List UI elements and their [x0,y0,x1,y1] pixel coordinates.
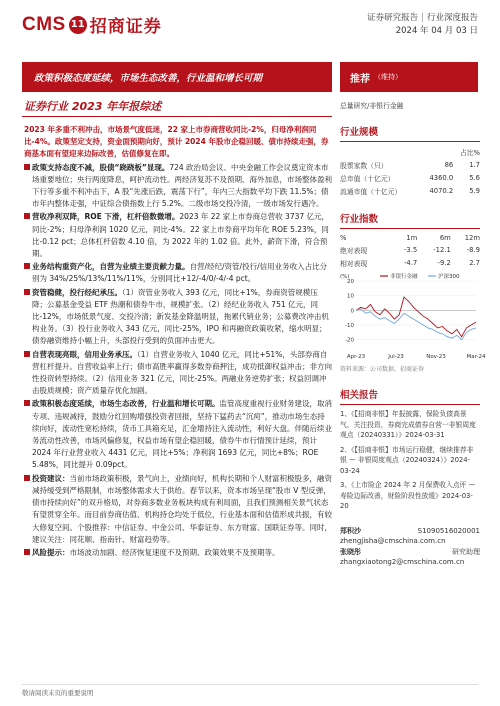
rating-sub: （维持） [374,73,402,81]
meta-separator: | [421,13,424,23]
report-date: 2024 年 04 月 03 日 [395,26,478,36]
report-subtitle: 证券行业 2023 年年报综述 [24,100,162,113]
y-tick-label: 10 [347,293,354,300]
y-tick-label: 20 [347,279,354,285]
bullet-head: 风险提示： [32,547,70,557]
bullet-square-icon [24,289,30,295]
chart-source: 资料来源：公司数据、招商证券 [340,366,425,373]
related-report-item[interactable]: 2、《【招商非银】市场运行稳健，继续推荐非银 — 非银周度观点（20240324）》2024-03-24 [340,445,474,475]
bullet-square-icon [24,164,30,170]
subtitle-divider [22,116,332,117]
bullet-square-icon [24,400,30,406]
y-tick-label: 0 [350,308,354,315]
bullet-head: 营收净利双降，ROE 下滑，杠杆倍数微增。 [32,212,180,222]
related-reports-title: 相关报告 [340,387,480,405]
bullet-text: 监管高度重视行业财务建设，取消专项、违规减持，鼓励分红回购增强投资者回报，坚持下猛药去“沉疴”，推动市场生态持续向好，流动性宽松持续，货币工具箱充足，汇金增持注入流动性，利好大盘。伴随后续业务流动性改善，市场风偏修复，权益市场有望企稳回暖，债券牛市行情预计延续，预计 2024 年行业营业收入 4431 亿元，同比+5%；净利润 1693 亿元，同比+8%；ROE 5.48%，同比提升 0.09pct。 [32,399,332,470]
bullet-head: 业务结构重资产化，自营为业绩主要贡献力量。 [32,262,190,272]
series-line-0 [356,297,476,337]
analyst-email[interactable]: zhengjisha@cmschina.com.cn [340,537,446,545]
cms-logo [22,12,162,37]
bullet-head: 政策支持态度不减，股债“跷跷板”显现。 [32,162,170,172]
x-tick-label: Nov-23 [426,354,446,360]
table-row: 总市值（十亿元） 4360.0 5.6 [340,173,480,183]
bullet-proprietary [24,349,332,398]
related-report-item[interactable]: 3、《上市险企 2024 年 2 月保费收入点评 — 寿险边际改善，财险阶段性放缓》2024-03-20 [340,481,476,510]
y-tick-label: -20 [345,337,354,344]
table-row: 相对表现 -4.7 -9.2 2.7 [340,258,480,268]
analyst-row: 张晓彤 研究助理 [340,547,480,556]
report-type: 证券研究报告 [367,13,419,23]
table-row: % 1m 6m 12m [340,233,480,242]
sidebar [340,98,486,568]
table-row: 股票家数（只） 86 1.7 [340,160,480,170]
bullet-head: 政策积极态度延续，市场生态改善，行业温和增长可期。 [32,399,220,409]
legend-label: 沪深300 [438,274,460,280]
industry-scale-title: 行业规模 [340,124,480,142]
index-chart [340,271,486,363]
bullet-text: （1）自营业务收入 1040 亿元，同比+51%，头部券商自营杠杆提升。自营收益率上行；债市高胜率赢得多数券商押注，成功抵御权益冲击；非方向性投资转型持续。（2）信用业务 321 亿元，同比-25%。两融业务逆势扩张；权益回调冲击股质规模；资产质量存优化加剧。 [32,349,332,396]
x-tick-label: Jul-23 [388,354,404,360]
bullet-head: 投资建议： [32,473,70,483]
bullet-risk [24,547,332,559]
rating-label: 推荐 [350,73,370,85]
logo-chinese-text: 招商证券 [89,17,162,37]
industry-index-title: 行业指数 [340,211,480,229]
industry-scale-table [340,145,480,197]
analyst-row: 郑积沙 S1090516020001 [340,526,480,535]
summary-paragraph: 2023 年多重不利冲击，市场景气度低迷，22 家上市券商营收同比-2%，归母净利润同比-4%。政策坚定支持，资金面预期向好，预计 2024 年股市企稳回暖、债市持续走强，券商基本面有望迎来边际改善，估值修复在即。 [24,125,329,159]
bullet-square-icon [24,475,30,481]
table-row: 绝对表现 -3.5 -12.1 -8.9 [340,245,480,255]
bullet-structure [24,261,332,285]
bullet-text: 当前市场政策积极，景气向上，业绩向好，机构长期和个人财富积极股多，融资减持缓受到严格限制，市场整体需求大于供给。春节以来，资本市场呈现“股市 V 型反弹，债市持续向好”的双升格局，对券商多数业务板块构成有利局面，且我们预测相关景气状态有望贯穿全年。而目前券商估值、机构持仓均处于低位，行业基本面和估值形成共振，有较大修复空间。个股推荐：中信证券、中金公司、华泰证券、东方财富、国联证券等。同时，建议关注：同花顺、指南针、财富趋势等。 [32,473,332,544]
report-body [24,124,332,559]
logo-latin-text: CMS [22,13,66,35]
analyst-contacts [340,526,480,568]
logo-badge-icon: 11 [69,16,87,34]
bullet-text: （1）资管业务收入 393 亿元，同比+1%，券商资管规模压降；公募基金受益 ETF 热潮和债券牛市，规模扩张。（2）经纪业务收入 751 亿元，同比-12%，市场低景气度、交投冷清；新发基金降温明显，拖累代销业务；公募费改冲击机构业务。（3）投行业务收入 343 亿元，同比-25%，IPO 和再融资政策收紧，缩水明显；债券融资维持小幅上升，头部投行受到的负面冲击更大。 [32,287,329,346]
bullet-head: 自营表现亮眼，信用业务承压。 [32,349,137,359]
bullet-revenue [24,211,332,260]
bullet-investment [24,473,332,546]
bullet-outlook [24,398,332,471]
bullet-text: 724 政治局会议、中央金融工作会议奠定资本市场重要地位；央行两度降息，呵护流动性。两经济复苏不及预期、海外加息，市场整体盈利下行等多重不利冲击下，A 股“先涨后跌，震荡下行”，年内三大指数平均下跌 11.5%；债市年内整体走强，中证综合债指数上行 5.2%。二级市场交投冷清，一级市场发行遇冷。 [32,162,332,209]
bullet-asset-mgmt [24,287,332,348]
table-row [340,145,480,158]
series-line-1 [356,309,476,340]
pct-header: 占比% [459,148,480,157]
table-row: 流通市值（十亿元） 4070.2 5.9 [340,186,480,196]
bullet-text: 自营/经纪/资管/投行/信用业务收入占比分别为 34%/25%/13%/11%/11%，分别同比+12/-4/0/-4/-4 pct。 [32,262,328,284]
bullet-square-icon [24,549,30,555]
analyst-email[interactable]: zhangxiaotong2@cmschina.com.cn [340,558,465,566]
y-axis-label: (%) [340,274,350,280]
y-tick-label: -10 [345,323,354,329]
page-footer: 敬请阅读末页的重要说明 [22,684,478,697]
industry-index-table [340,232,480,269]
x-tick-label: Mar-24 [466,354,486,360]
index-line-chart [340,271,486,361]
bullet-square-icon [24,263,30,269]
bullet-square-icon [24,213,30,219]
x-tick-label: Apr-23 [346,354,366,360]
bullet-text: 2023 年 22 家上市券商总营收 3737 亿元，同比-2%；归母净利润 1020 亿元，同比-4%。22 家上市券商平均年化 ROE 5.23%，同比-0.12 pct；总体杠杆倍数 4.10 倍，为 2022 年的 1.02 倍。此外，薪资下滑，符合预期。 [32,212,330,259]
report-title: 政策积极态度延续，市场生态改善，行业温和增长可期 [22,62,332,92]
bullet-policy [24,162,332,211]
research-category: 总量研究/非银行金融 [340,102,404,110]
bullet-square-icon [24,351,30,357]
related-report-item[interactable]: 1、《【招商非银】年报披露，保险负债高景气、关注投资，券商完成债券自营一非银周度观点（20240331）》2024-03-31 [340,410,476,439]
bullet-head: 资管稳健，投行经纪承压。 [32,287,122,297]
legend-label: 非银行金融 [390,274,418,280]
page-header [0,0,500,44]
report-kind: 行业深度报告 [426,13,478,23]
bullet-text: 市场波动加剧、经济恢复速度不及预期、政策效果不及预期等。 [69,547,280,557]
rating-box [340,62,478,92]
report-meta [367,12,478,38]
